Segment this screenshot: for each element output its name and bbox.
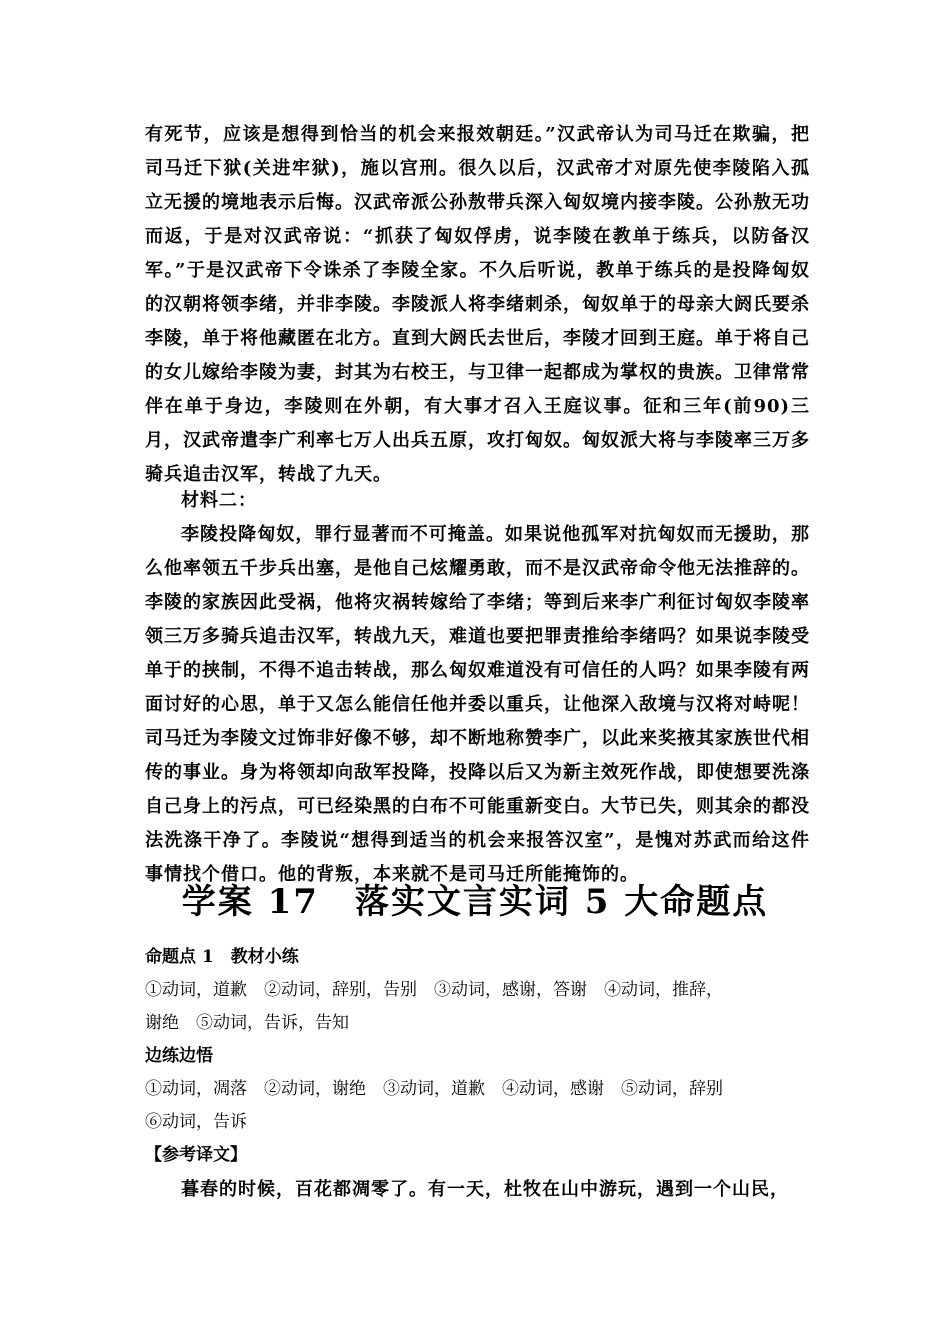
answer-section: [145, 941, 810, 1172]
point1-heading: 命题点 1 教材小练: [145, 947, 299, 967]
reference-translation-heading: 【参考译文】: [145, 1145, 247, 1165]
practice-heading: 边练边悟: [145, 1046, 213, 1066]
practice-answer-line: ①动词，凋落 ②动词，谢绝 ③动词，道歉 ④动词，感谢 ⑤动词，辞别: [145, 1079, 723, 1099]
point1-answer-line: 谢绝 ⑤动词，告诉，告知: [145, 1013, 349, 1033]
material-two-paragraph: 李陵投降匈奴，罪行显著而不可掩盖。如果说他孤军对抗匈奴而无援助，那么他率领五千步兵出塞，是他自己炫耀勇敢，而不是汉武帝命令他无法推辞的。李陵的家族因此受祸，他将灾祸转嫁给了李绪；等到后来李广利征讨匈奴李陵率领三万多骑兵追击汉军，转战九天，难道也要把罪责推给李绪吗？如果说李陵受单于的挟制，不得不追击转战，那么匈奴难道没有可信任的人吗？如果李陵有两面讨好的心思，单于又怎么能信任他并委以重兵，让他深入敌境与汉将对峙呢！司马迁为李陵文过饰非好像不够，却不断地称赞李广，以此来奖掖其家族世代相传的事业。身为将领却向敌军投降，投降以后又为新主效死作战，即使想要洗涤自己身上的污点，可已经染黑的白布不可能重新变白。大节已失，则其余的都没法洗涤干净了。李陵说“想得到适当的机会来报答汉室”，是愧对苏武而给这件事情找个借口。他的背叛，本来就不是司马迁所能掩饰的。: [145, 524, 810, 885]
point1-answer-line: ①动词，道歉 ②动词，辞别，告别 ③动词，感谢，答谢 ④动词，推辞，: [145, 980, 723, 1000]
translation-paragraph: 暮春的时候，百花都凋零了。有一天，杜牧在山中游玩，遇到一个山民，: [181, 1179, 789, 1200]
material-two-label: 材料二：: [181, 490, 257, 511]
practice-answer-line: ⑥动词，告诉: [145, 1112, 247, 1132]
material-one-paragraph: 有死节，应该是想得到恰当的机会来报效朝廷。”汉武帝认为司马迁在欺骗，把司马迁下狱(关进牢狱)，施以宫刑。很久以后，汉武帝才对原先使李陵陷入孤立无援的境地表示后悔。汉武帝派公孙敖带兵深入匈奴境内接李陵。公孙敖无功而返，于是对汉武帝说：“抓获了匈奴俘虏，说李陵在教单于练兵，以防备汉军。”于是汉武帝下令诛杀了李陵全家。不久后听说，教单于练兵的是投降匈奴的汉朝将领李绪，并非李陵。李陵派人将李绪刺杀，匈奴单于的母亲大阏氏要杀李陵，单于将他藏匿在北方。直到大阏氏去世后，李陵才回到王庭。单于将自己的女儿嫁给李陵为妻，封其为右校王，与卫律一起都成为掌权的贵族。卫律常常伴在单于身边，李陵则在外朝，有大事才召入王庭议事。征和三年(前90)三月，汉武帝遣李广利率七万人出兵五原，攻打匈奴。匈奴派大将与李陵率三万多骑兵追击汉军，转战了九天。: [145, 124, 810, 485]
lesson-title: 学案 17 落实文言实词 5 大命题点: [181, 882, 769, 922]
